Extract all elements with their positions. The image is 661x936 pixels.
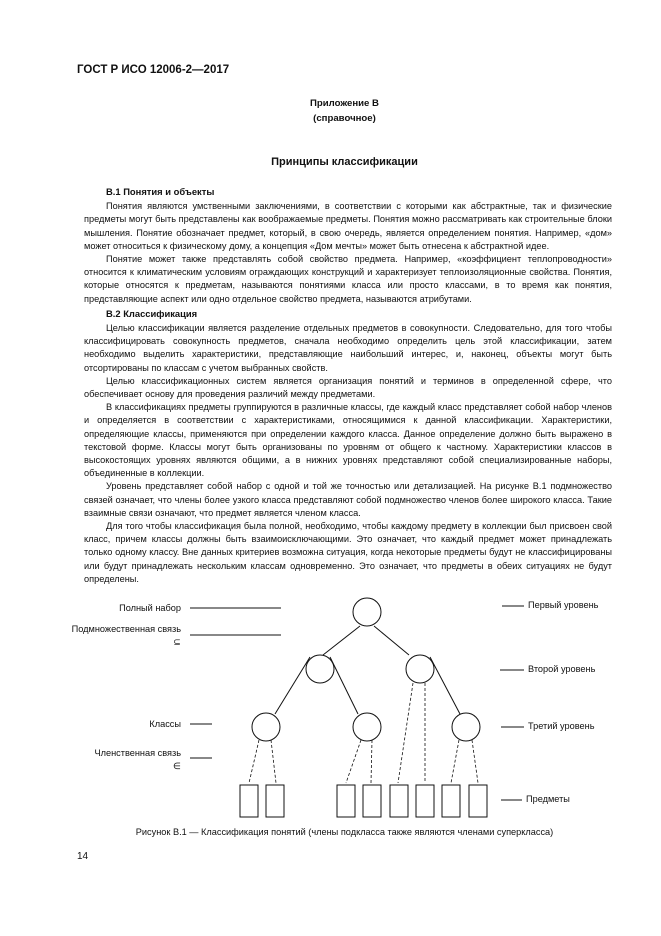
membership-edge [346,740,361,783]
item-box [363,785,381,817]
subsection-heading-b1: В.1 Понятия и объекты [106,186,215,197]
subset-edge [323,626,360,655]
paragraph: Целью классификационных систем является организация понятий и терминов в определенной сфере, что обеспечивает основу для проведения различий между предметами. [84,375,612,400]
membership-edge [271,740,276,783]
membership-edge [451,740,459,783]
figure-caption: Рисунок В.1 — Классификация понятий (члены подкласса также являются членами суперкласса) [135,827,554,837]
subset-edge [330,657,358,714]
subset-symbol: ⊆ [173,637,181,647]
class-node-level2-left [306,655,334,683]
label-classes: Классы [149,719,181,729]
class-node-level3-a [252,713,280,741]
item-box [337,785,355,817]
class-node-root [353,598,381,626]
label-membership-text: Членственная связь [94,748,181,758]
membership-symbol: ∈ [172,761,181,771]
paragraph: Понятия являются умственными заключениями, в соответствии с которыми как абстрактные, так и физические предметы могут быть представлены как воображаемые предметы. Понятия можно рассматривать как строительные блоки мышления. Понятие обозначает предмет, который, в свою очередь, является определением понятия. Например, «дом» может относиться к физическому дому, а концепция «Дом мечты» может быть отнесена к абстрактной идее. [84,201,612,251]
annex-title: Приложение В [310,98,379,109]
paragraph: В классификациях предметы группируются в различные классы, где каждый класс представляет собой набор членов и определяется в соответствии с характеристиками, относящимися к данной классификации. Характеристики, определяющие классы, применяются при определении каждого класса. Данное определение должно быть выражено в текстовой форме. Классы могут быть организованы по уровням от общего к частному. Характеристики классов в высокостоящих уровнях являются общими, а в нижних уровнях представляют собой специализированные наборы, объединенные в коллекции. [84,402,612,479]
annex-subtitle: (справочное) [313,113,376,124]
annex-heading [77,96,612,126]
subsection-heading-b2: В.2 Классификация [106,307,198,319]
membership-edge [398,683,413,783]
item-box [390,785,408,817]
item-box [240,785,258,817]
page-number: 14 [77,851,89,862]
paragraph: Уровень представляет собой набор с одной и той же точностью или детализацией. На рисунке В.1 подмножество связей означает, что члены более узкого класса представляют собой подмножество членов более широкого класса. Такие взаимные связи означают, что предмет является членом класса. [84,481,612,518]
paragraph: Понятие может также представлять собой свойство предмета. Например, «коэффициент теплопроводности» относится к климатическим условиям ограждающих конструкций и характеризует теплоизоляционные свойства. Понятия, которые относятся к предметам, называются понятиями класса или просто классами, в то время как понятия, представляющие аспект или одно отдельное свойство предмета, называются атрибутами. [84,254,612,304]
membership-edge [472,740,478,783]
label-membership-relation [60,747,181,773]
label-level-1: Первый уровень [528,600,599,610]
subset-edge [275,657,310,714]
document-code: ГОСТ Р ИСО 12006-2—2017 [77,64,230,76]
class-node-level3-c [452,713,480,741]
label-subset-text: Подмножественная связь [71,624,181,634]
label-full-set: Полный набор [119,603,181,613]
label-level-2: Второй уровень [528,664,596,674]
class-node-level3-b [353,713,381,741]
label-level-3: Третий уровень [528,721,595,731]
membership-edge [249,740,259,783]
item-box [416,785,434,817]
label-items: Предметы [526,794,570,804]
section-title: Принципы классификации [271,156,418,168]
classification-figure [0,590,661,840]
subset-edge [430,657,460,714]
paragraph: Целью классификации является разделение отдельных предметов в совокупности. Следовательно, для того чтобы классифицировать совокупность предметов, сначала необходимо определить цель этой классификации, затем необходимо выделить характеристики, представляющие наибольший интерес, и, наконец, объекты могут быть отсортированы по классам с учетом выбранных свойств. [84,323,612,373]
membership-edge [371,740,372,783]
label-subset-relation [60,623,181,649]
item-box [469,785,487,817]
item-box [442,785,460,817]
document-body [84,184,612,586]
item-box [266,785,284,817]
class-node-level2-right [406,655,434,683]
subset-edge [374,626,409,655]
paragraph: Для того чтобы классификация была полной, необходимо, чтобы каждому предмету в коллекции был присвоен свой класс, причем классы должны быть взаимоисключающими. Это означает, что каждый предмет может принадлежать только одному классу. Вне данных критериев возможна ситуация, когда некоторые предметы будут не классифицированы или будут принадлежать нескольким классам одновременно. Это означает, что предметы в обеих ситуациях не будут определены. [84,521,612,584]
